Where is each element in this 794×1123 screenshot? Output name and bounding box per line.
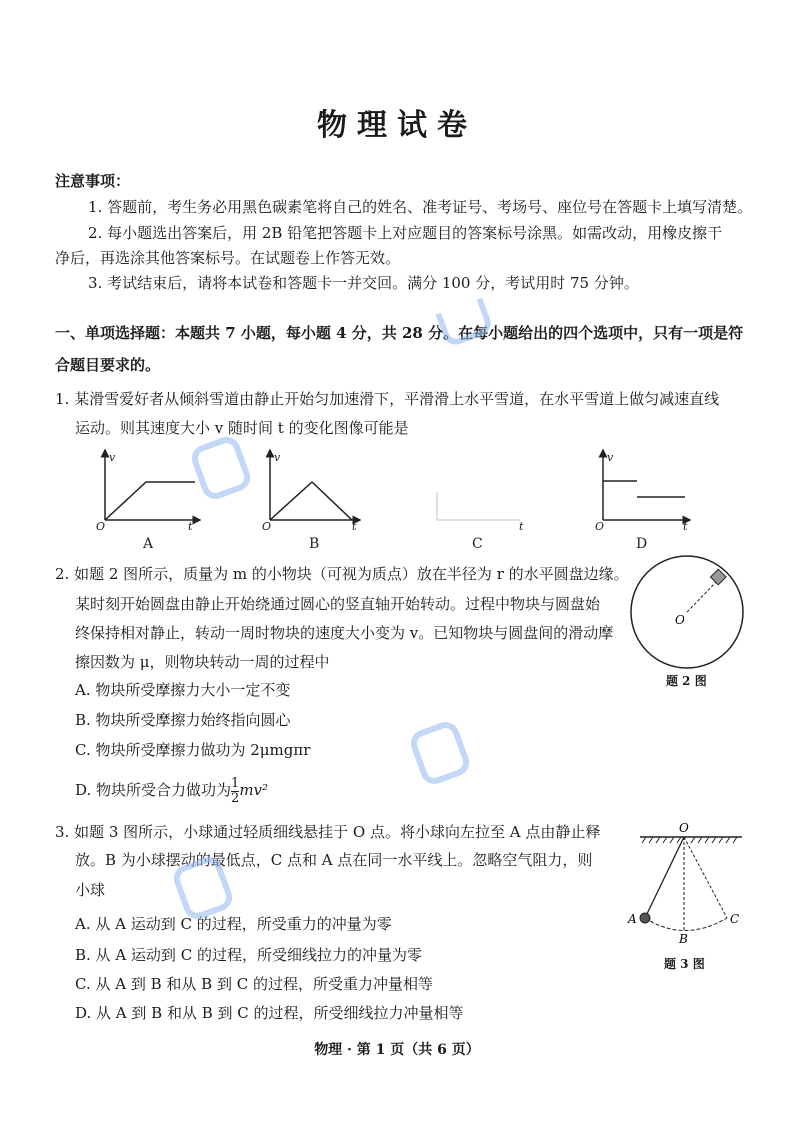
q2-option-a: A. 物块所受摩擦力大小一定不变 (75, 681, 291, 699)
point-c: C (730, 912, 740, 926)
axis-t: t (683, 520, 688, 533)
numerator: 1 (231, 775, 240, 791)
q2-stem: 某时刻开始圆盘由静止开始绕通过圆心的竖直轴开始转动。过程中物块与圆盘始 (75, 595, 601, 613)
notice-item: 3. 考试结束后，请将本试卷和答题卡一并交回。满分 100 分，考试用时 75 分钟。 (88, 274, 639, 292)
graph-b (270, 450, 360, 520)
graph-label: C (472, 536, 483, 552)
axis-t: t (352, 520, 357, 533)
page-title: 物理试卷 (317, 108, 477, 143)
q2-option-c: C. 物块所受摩擦力做功为 2μmgπr (75, 741, 311, 759)
center-label: O (675, 613, 685, 627)
graph-c (437, 492, 520, 520)
axis-v: v (607, 451, 614, 464)
notice-item: 1. 答题前，考生务必用黑色碳素笔将自己的姓名、准考证号、考场号、座位号在答题卡上填写清楚。 (88, 198, 753, 216)
q3-caption: 题 3 图 (664, 957, 705, 971)
q1-stem: 1. 某滑雪爱好者从倾斜雪道由静止开始匀加速滑下，平滑滑上水平雪道，在水平雪道上做匀减速直线 (55, 390, 720, 408)
point-o: O (679, 821, 689, 835)
denominator: 2 (231, 790, 240, 806)
q3-option-b: B. 从 A 运动到 C 的过程，所受细线拉力的冲量为零 (75, 946, 422, 964)
graph-label: D (636, 536, 648, 552)
string (645, 837, 684, 918)
point-a: A (628, 912, 637, 926)
q2-stem: 终保持相对静止，转动一周时物块的速度大小变为 v。已知物块与圆盘间的滑动摩 (75, 624, 614, 642)
q1-graphs (0, 440, 794, 555)
graph-label: B (309, 536, 320, 552)
axis-t: t (519, 520, 524, 533)
q2-option-b: B. 物块所受摩擦力始终指向圆心 (75, 711, 291, 729)
notice-item: 净后，再选涂其他答案标号。在试题卷上作答无效。 (55, 249, 401, 267)
q3-option-a: A. 从 A 运动到 C 的过程，所受重力的冲量为零 (75, 915, 392, 933)
origin: O (262, 520, 272, 533)
ball (640, 913, 650, 923)
graph-a-curve (105, 482, 195, 520)
q1-stem: 运动。则其速度大小 v 随时间 t 的变化图像可能是 (75, 419, 409, 437)
q2-figure (625, 550, 750, 675)
q3-figure (620, 815, 760, 950)
graph-a (105, 450, 200, 520)
q3-option-d: D. 从 A 到 B 和从 B 到 C 的过程，所受细线拉力冲量相等 (75, 1004, 464, 1022)
q3-stem: 3. 如题 3 图所示，小球通过轻质细线悬挂于 O 点。将小球向左拉至 A 点由静止释 (55, 823, 601, 841)
section-heading-cont: 合题目要求的。 (55, 356, 161, 374)
q3-option-c: C. 从 A 到 B 和从 B 到 C 的过程，所受重力冲量相等 (75, 975, 433, 993)
graph-d (603, 450, 690, 520)
axis-v: v (109, 451, 116, 464)
q3-stem: 小球 (75, 881, 106, 899)
notice-heading: 注意事项： (55, 172, 131, 190)
q2-caption: 题 2 图 (666, 674, 707, 688)
page-footer: 物理 · 第 1 页（共 6 页） (314, 1042, 480, 1058)
watermark-logo-icon (407, 718, 473, 788)
notice-item: 2. 每小题选出答案后，用 2B 铅笔把答题卡上对应题目的答案标号涂黑。如需改动，用橡皮擦干 (88, 224, 723, 242)
q2-stem: 擦因数为 μ，则物块转动一周的过程中 (75, 653, 330, 671)
q2-option-d-expr: mv² (239, 781, 269, 799)
axis-v: v (274, 451, 281, 464)
graph-b-curve (270, 482, 352, 520)
point-b: B (679, 932, 688, 946)
q2-option-d-text: D. 物块所受合力做功为 (75, 781, 232, 799)
axis-t: t (188, 520, 193, 533)
q2-option-d (75, 775, 268, 806)
q3-stem: 放。B 为小球摆动的最低点，C 点和 A 点在同一水平线上。忽略空气阻力，则 (75, 851, 593, 869)
origin: O (96, 520, 106, 533)
origin: O (595, 520, 605, 533)
q2-stem: 2. 如题 2 图所示，质量为 m 的小物块（可视为质点）放在半径为 r 的水平圆盘边缘。 (55, 565, 629, 583)
block (711, 569, 727, 585)
section-heading: 一、单项选择题：本题共 7 小题，每小题 4 分，共 28 分。在每小题给出的四个选项中，只有一项是符 (55, 324, 744, 342)
graph-label: A (143, 536, 154, 552)
